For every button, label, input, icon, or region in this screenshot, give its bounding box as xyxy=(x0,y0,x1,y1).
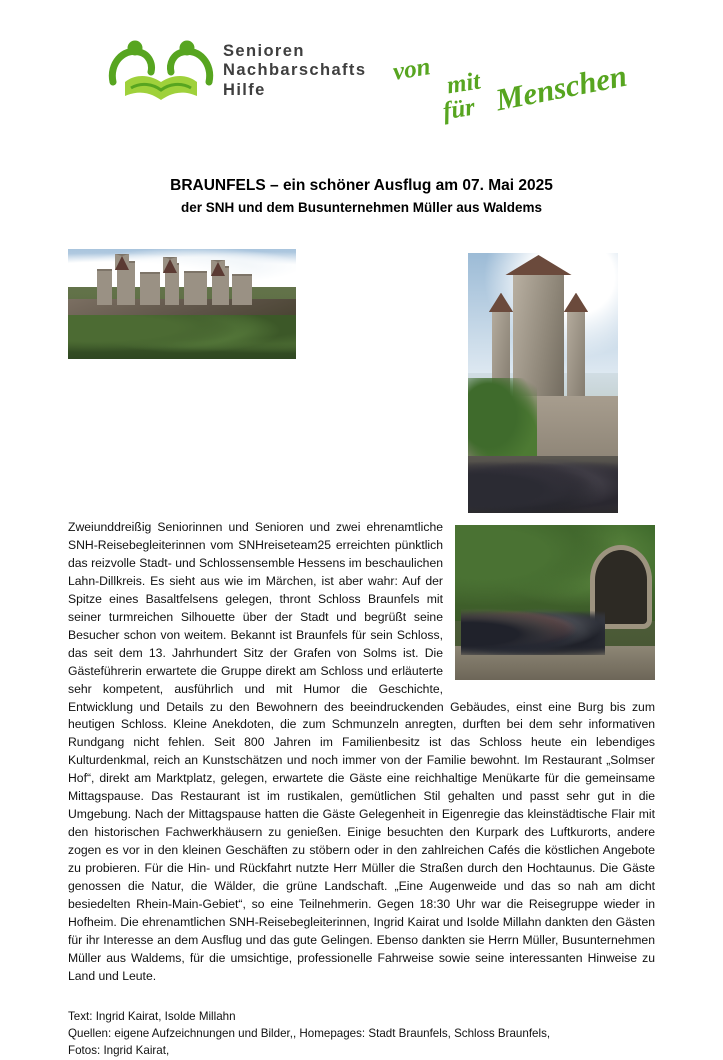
slogan-word-menschen: Menschen xyxy=(492,57,630,118)
document-page xyxy=(0,30,723,1058)
title-subtitle: der SNH und dem Busunternehmen Müller aus Waldems xyxy=(180,199,543,215)
credits-text: Text: Ingrid Kairat, Isolde Millahn xyxy=(68,1009,236,1023)
photo-castle-towers xyxy=(91,257,255,303)
photo-castle-panorama xyxy=(68,249,296,359)
credits-photos: Fotos: Ingrid Kairat, xyxy=(68,1044,170,1058)
logo-line-1: Senioren xyxy=(223,41,305,60)
photo-group-courtyard xyxy=(455,525,655,680)
article-body xyxy=(68,247,655,985)
credits-sources: Quellen: eigene Aufzeichnungen und Bilder,, Homepages: Stadt Braunfels, Schloss Braunfels, xyxy=(68,1026,551,1040)
logo-line-3: Hilfe xyxy=(223,80,266,99)
logo-wordmark xyxy=(223,42,366,100)
title-main: BRAUNFELS – ein schöner Ausflug am 07. Mai 2025 xyxy=(170,177,553,194)
photo-forest xyxy=(68,315,296,359)
credits-block xyxy=(68,1008,655,1060)
photo-turret-right xyxy=(567,310,585,398)
slogan-word-mit: mit xyxy=(445,67,483,100)
logo-figures-icon xyxy=(105,38,217,104)
logo-slogan xyxy=(385,40,630,126)
photo-visitor-group xyxy=(468,456,618,513)
logo-line-2: Nachbarschafts xyxy=(223,61,367,80)
document-header xyxy=(0,30,723,150)
snh-logo xyxy=(105,38,366,104)
photo-travel-group xyxy=(461,603,605,656)
article-text: Zweiunddreißig Seniorinnen und Senioren und zwei ehrenamtliche SNH-Reisebegleiterinnen vom SNHreiseteam25 erreichten pünktlich das reizvolle Stadt- und Schlossensemble Hessens im beschaulichen Lahn-Dillkreis. Es sieht aus wie im Märchen, ist aber wahr: Auf der Spitze eines Basaltfelsens gelegen, thront Schloss Braunfels mit seiner turmreichen Silhouette über der Stadt und begrüßt seine Besucher schon von weitem. Bekannt ist Braunfels für sein Schloss, das seit dem 13. Jahrhundert Sitz der Grafen von Solms ist. Die Gästeführerin erwartete die Gruppe direkt am Schloss und erläuterte sehr kompetent, ausführlich und mit Humor die Geschichte, Entwicklung und Details zu den Bewohnern des beeindruckenden Gebäudes, einst eine Burg bis zum heutigen Schloss. Kleine Anekdoten, die zum Schmunzeln anregten, durften bei dem sehr informativen Rundgang nicht fehlen. Seit 800 Jahren im Familienbesitz ist das Schloss heute ein lebendiges Kulturdenkmal, reich an Kunstschätzen und noch immer von der Familie bewohnt. Im Restaurant „Solmser Hof“, direkt am Marktplatz, gelegen, erwartete die Gäste eine reichhaltige Menükarte für die gemeinsame Mittagspause. Das Restaurant ist im rustikalen, gemütlichen Stil gehalten und passt sehr gut in die Umgebung. Nach der Mittagspause hatten die Gäste Gelegenheit in Eigenregie das kleinstädtische Flair mit den historischen Fachwerkhäusern zu genießen. Einige besuchten den Kurpark des Luftkurorts, andere zogen es vor in den kleinen Geschäften zu stöbern oder in den zahlreichen Cafés die köstlichen Angebote zu probieren. Für die Hin- und Rückfahrt nutzte Herr Müller die Straßen durch den Hochtaunus. Die Gäste genossen die Natur, die Wälder, die grüne Landschaft. „Eine Augenweide und das so nah am dicht besiedelten Rhein-Main-Gebiet“, so eine Teilnehmerin. Gegen 18:30 Uhr war die Reisegruppe wieder in Hofheim. Die ehrenamtlichen SNH-Reisebegleiterinnen, Ingrid Kairat und Isolde Millahn dankten den Gästen für ihr Interesse an dem Ausflug und das gute Gelingen. Ebenso dankten sie Herrn Müller, Busunternehmen Müller aus Waldems, für die umsichtige, professionelle Fahrweise sowie seine interessanten Hinweise zu Land und Leute. xyxy=(68,520,655,983)
photo-castle-tower xyxy=(468,253,618,513)
slogan-word-fuer: für xyxy=(441,93,477,126)
page-title xyxy=(0,176,723,217)
slogan-word-von: von xyxy=(391,53,433,86)
